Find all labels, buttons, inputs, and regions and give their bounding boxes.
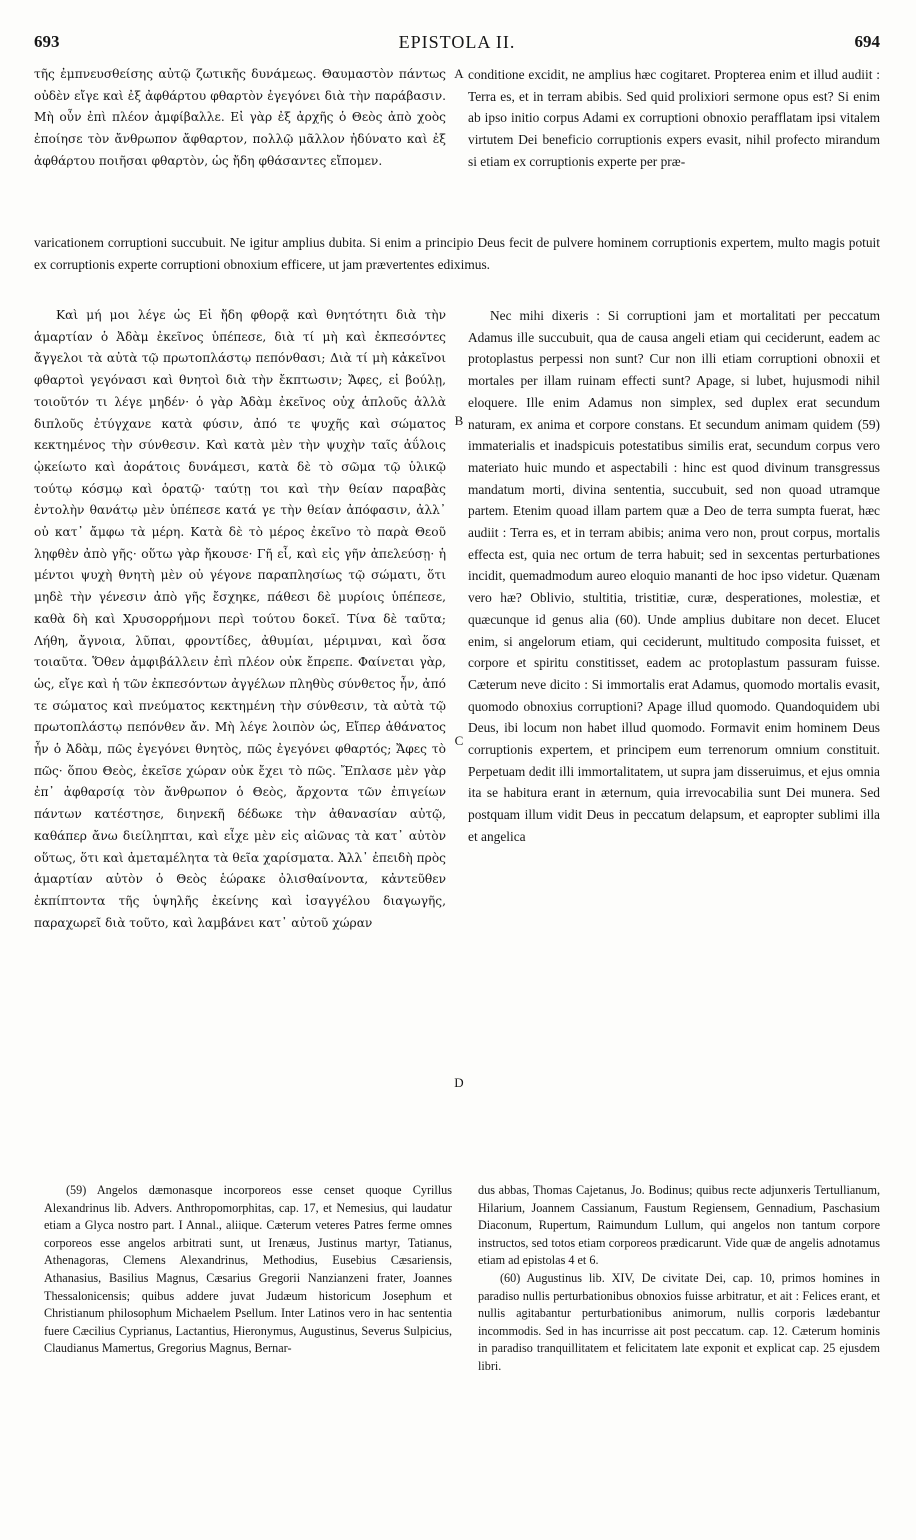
margin-marker-c: C [454,733,464,748]
latin-paragraph-top: conditione excidit, ne amplius hæc cogitaret. Propterea enim et illud audiit : Terra es, et in terram abibis. Sed quid prolixiori sermone opus est? Si enim ab ipso initio corpus Adami ex corruptioni obnoxio perafflatam ipsi vitalem virtutem Dei beneficio corruptionis expers evasit, nihil profecto mirandum si etiam ex corruptionis experte per præ- [468,67,880,169]
latin-column-main [468,305,880,1153]
margin-marker-d: D [454,1075,464,1090]
latin-spanning-text: varicationem corruptioni succubuit. Ne igitur amplius dubita. Si enim a principio Deus fecit de pulvere hominem corruptionis expertem, multo magis potuit ex corruptionis experte corruptioni obnoxium efficere, ut jam prævertentes ediximus. [34,235,880,272]
greek-paragraph-main: Καὶ μή μοι λέγε ὡς Εἰ ἤδη φθορᾷ καὶ θνητότητι διὰ τὴν ἁμαρτίαν ὁ Ἀδὰμ ἐκεῖνος ὑπέπεσε, διὰ τί μὴ καὶ ἐκπεσόντες ἄγγελοι τὰ αὐτὰ τῷ πρωτοπλάστῳ πεπόνθασι; Διὰ τί μὴ κἀκεῖνοι φθαρτοὶ γεγόνασι καὶ θνητοὶ διὰ τὴν ἔκπτωσιν; Ἄφες, εἰ βούλῃ, τοιοῦτόν τι λέγε μηδέν· ὁ γὰρ Ἀδὰμ ἐκεῖνος οὐχ ἁπλοῦς ἀλλὰ διπλοῦς ἐτύγχανε κατὰ φύσιν, ἀπό τε ψυχῆς καὶ σώματος κεκτημένος τὴν σύνθεσιν. Καὶ κατὰ μὲν τὴν ψυχὴν ταῖς ἀΰλοις ᾠκείωτο καὶ ἀοράτοις δυνάμεσι, κατὰ δὲ τὸ σῶμα τῷ ὑλικῷ τούτῳ κόσμῳ καὶ ὁρατῷ· ταύτῃ τοι καὶ τὴν θείαν παραβὰς ἐντολὴν θανάτῳ μὲν ὑπέπεσε κατά γε τὴν θείαν ἀπόφασιν, ἀλλ᾽ οὐ κατ᾽ ἄμφω τὰ μέρη. Κατὰ δὲ τὸ μέρος ἐκεῖνο τὸ παρὰ Θεοῦ ληφθὲν ἀπὸ γῆς· οὕτω γὰρ ἤκουσε· Γῆ εἶ, καὶ εἰς γῆν ἀπελεύσῃ· ἡ μέντοι ψυχὴ θνητὴ μὲν οὐ γέγονε παραπλησίως τῷ σώματι, ὅτι μηδὲ τὴν γένεσιν ἀπὸ γῆς ἔσχηκε, πάθεσι δὲ μυρίοις ὑπέπεσε, καθὰ δὴ καὶ Χρυσορρήμονι περὶ τούτου δοκεῖ. Τίνα δὲ ταῦτα; Λήθη, ἄγνοια, λῦπαι, φροντίδες, ἀθυμίαι, μέριμναι, καὶ ὅσα τοιαῦτα. Ὅθεν ἀμφιβάλλειν ἐπὶ πλέον οὐκ ἔπρεπε. Φαίνεται γὰρ, ὡς, εἴγε καὶ ἡ τῶν ἐκπεσόντων ἀγγέλων πληθὺς σύνθετος ἦν, ἀπό τε σώματος καὶ πνεύματος κεκτημένη τὴν σύνθεσιν, τὰ αὐτὰ τῷ πρωτοπλάστῳ πεπόνθεν ἄν. Μὴ λέγε λοιπὸν ὡς, Εἴπερ ἀθάνατος ἦν ὁ Ἀδὰμ, πῶς ἐγεγόνει θνητὸς, πῶς ἐγεγόνει φθαρτός; Ἄφες τὸ πῶς· ὅπου Θεὸς, ἐκεῖσε χώραν οὐκ ἔχει τὸ πῶς. Ἔπλασε μὲν γὰρ ἐπ᾽ ἀφθαρσίᾳ τὸν ἄνθρωπον ὁ Θεὸς, ἄρχοντα τῶν ἐπιγείων πάντων κατέστησε, διηνεκῆ δέδωκε τὴν ἀθανασίαν αὐτῷ, καθάπερ ἄνω διείληπται, καὶ εἶχε μὲν εἰς αἰῶνας τὰ κατ᾽ αὐτὸν οὕτως, ὅτι καὶ ἀμεταμέλητα τὰ θεῖα χαρίσματα. Ἀλλ᾽ ἐπειδὴ πρὸς ἁμαρτίαν αὐτὸν ὁ Θεὸς ἑώρακε ὀλισθαίνοντα, κἀντεῦθεν ἐκπίπτοντα τῆς ὑψηλῆς ἐκείνης καὶ ἰσαγγέλου διαγωγῆς, παραχωρεῖ διὰ τοῦτο, καὶ λαμβάνει κατ᾽ αὐτοῦ χώραν [34,308,446,930]
latin-column-top [468,64,880,234]
footnotes-left [44,1182,452,1502]
latin-paragraph-main: Nec mihi dixeris : Si corruptioni jam et mortalitati per peccatum Adamus ille succubuit, qua de causa angeli etiam qui ceciderunt, eadem ac protoplastus perpessi non sunt? Cur non illi etiam corruptioni obnoxii et mortales per illam ruinam effecti sunt? Apage, si lubet, hujusmodi nihil eloquere. Ille enim Adamus non simplex, sed duplex erat secundum naturam, ex anima et corpore constans. Et secundum animam quidem (59) immaterialis et inadspicuis potestatibus similis erat, secundum corpus vero materiato huic mundo et aspectabili : hinc est quod divinum transgressus mandatum morti, divina sententia, succubuit, sed non quoad utramque partem. Etenim quoad illam partem quæ a Deo de terra sumpta fuerat, hæc audiit : Terra es, et in terram abibis; anima vero non, prout corpus, mortalis effecta est, quia nec ortum de terra habuit; sed in sexcentas perturbationes incidit, quemadmodum aureo eloquio mananti de hoc ipso videtur. Quænam vero hæ? Oblivio, stultitia, tristitiæ, curæ, desperationes, molestiæ, et quæcunque id genus alia (60). Unde amplius dubitare non decet. Elucet enim, si angelorum etiam, qui ceciderunt, multitudo composita fuisset, et corpore et spiritu constitisset, eadem ac protoplastum passuram fuisse. Cæterum neve dicito : Si immortalis erat Adamus, quomodo mortalis evasit, quomodo obnoxius corruptioni? Apage illud quomodo. Quandoquidem ubi Deus, ibi locum non habet illud quomodo. Formavit enim hominem Deus corruptionis expertem, et principem eum terrenorum omnium constituit. Perpetuam dedit illi immortalitatem, ut supra jam disseruimus, et ejus omnia ita se habitura erant in æternum, quia irrevocabilia sunt Dei munera. Sed postquam illum vidit Deus in peccatum delapsum, et eapropter sublimi illa et angelica [468,308,880,844]
footnote-59-continued: dus abbas, Thomas Cajetanus, Jo. Bodinus; quibus recte adjunxeris Tertullianum, Hilarium, Joannem Cassianum, Faustum Regiensem, Gennadium, Paschasium Diaconum, Rupertum, Raimundum Lullum, qui angelos non tantum corpore instructos, sed totos etiam corporeos prædicarunt. Vide quæ de angelis adnotamus etiam ad epistolas 4 et 6. [478,1183,880,1268]
greek-column-main [34,305,446,1153]
greek-column-top [34,64,446,234]
margin-marker-a: A [454,66,464,81]
footnotes-right [478,1182,880,1502]
footnote-59: (59) Angelos dæmonasque incorporeos esse censet quoque Cyrillus Alexandrinus lib. Advers. Anthropomorphitas, cap. 17, et Nemesius, qui laudatur etiam a Glyca nostro part. I Annal., aliique. Cæterum veteres Patres ferme omnes corporeos esse angelos arbitrati sunt, ut Irenæus, Justinus martyr, Tatianus, Athenagoras, Clemens Alexandrinus, Methodius, Eusebius Cæsariensis, Athanasius, Basilius Magnus, Cæsarius Gregorii Nanzianzeni frater, Joannes Thessalonicensis; quibus addere juvat Judæum historicum Josephum et Christianum philosophum Michaelem Psellum. Inter Latinos vero in hac sententia fuere Cæcilius Cyprianus, Lactantius, Hieronymus, Augustinus, Severus Sulpicius, Claudianus Mamertus, Gregorius Magnus, Bernar- [44,1183,452,1356]
latin-spanning-paragraph [34,232,880,275]
footnote-60: (60) Augustinus lib. XIV, De civitate Dei, cap. 10, primos homines in paradiso nullis perturbationibus obnoxios fuisse arbitratur, et ait : Felices erant, et nullis agitabantur perturbationibus animorum, nullis corporis lædebantur incommodis. Sed in has incurrisse ait post peccatum. cap. 12. Cæterum hominis in paradiso tranquillitatem et felicitatem late exponit et explicat cap. 25 ejusdem libri. [478,1270,880,1373]
greek-paragraph-top: τῆς ἐμπνευσθείσης αὐτῷ ζωτικῆς δυνάμεως. Θαυμαστὸν πάντως οὐδὲν εἴγε καὶ ἐξ ἀφθάρτου φθαρτὸν ἐγεγόνει διὰ τὴν παράβασιν. Μὴ οὖν ἐπὶ πλέον ἀμφίβαλλε. Εἰ γὰρ ἐξ ἀρχῆς ὁ Θεὸς ἀπὸ χοὸς ἐποίησε τὸν ἄνθρωπον ἄφθαρτον, πολλῷ μᾶλλον ἠδύνατο καὶ ἐξ ἀφθάρτου ποιῆσαι φθαρτὸν, ὡς ἤδη φθάσαντες εἴπομεν. [34,67,446,168]
page-number-right: 694 [854,32,880,51]
running-title: EPISTOLA II. [398,32,516,52]
page-number-left: 693 [34,32,60,51]
margin-marker-b: B [454,413,464,428]
running-header [34,28,880,58]
